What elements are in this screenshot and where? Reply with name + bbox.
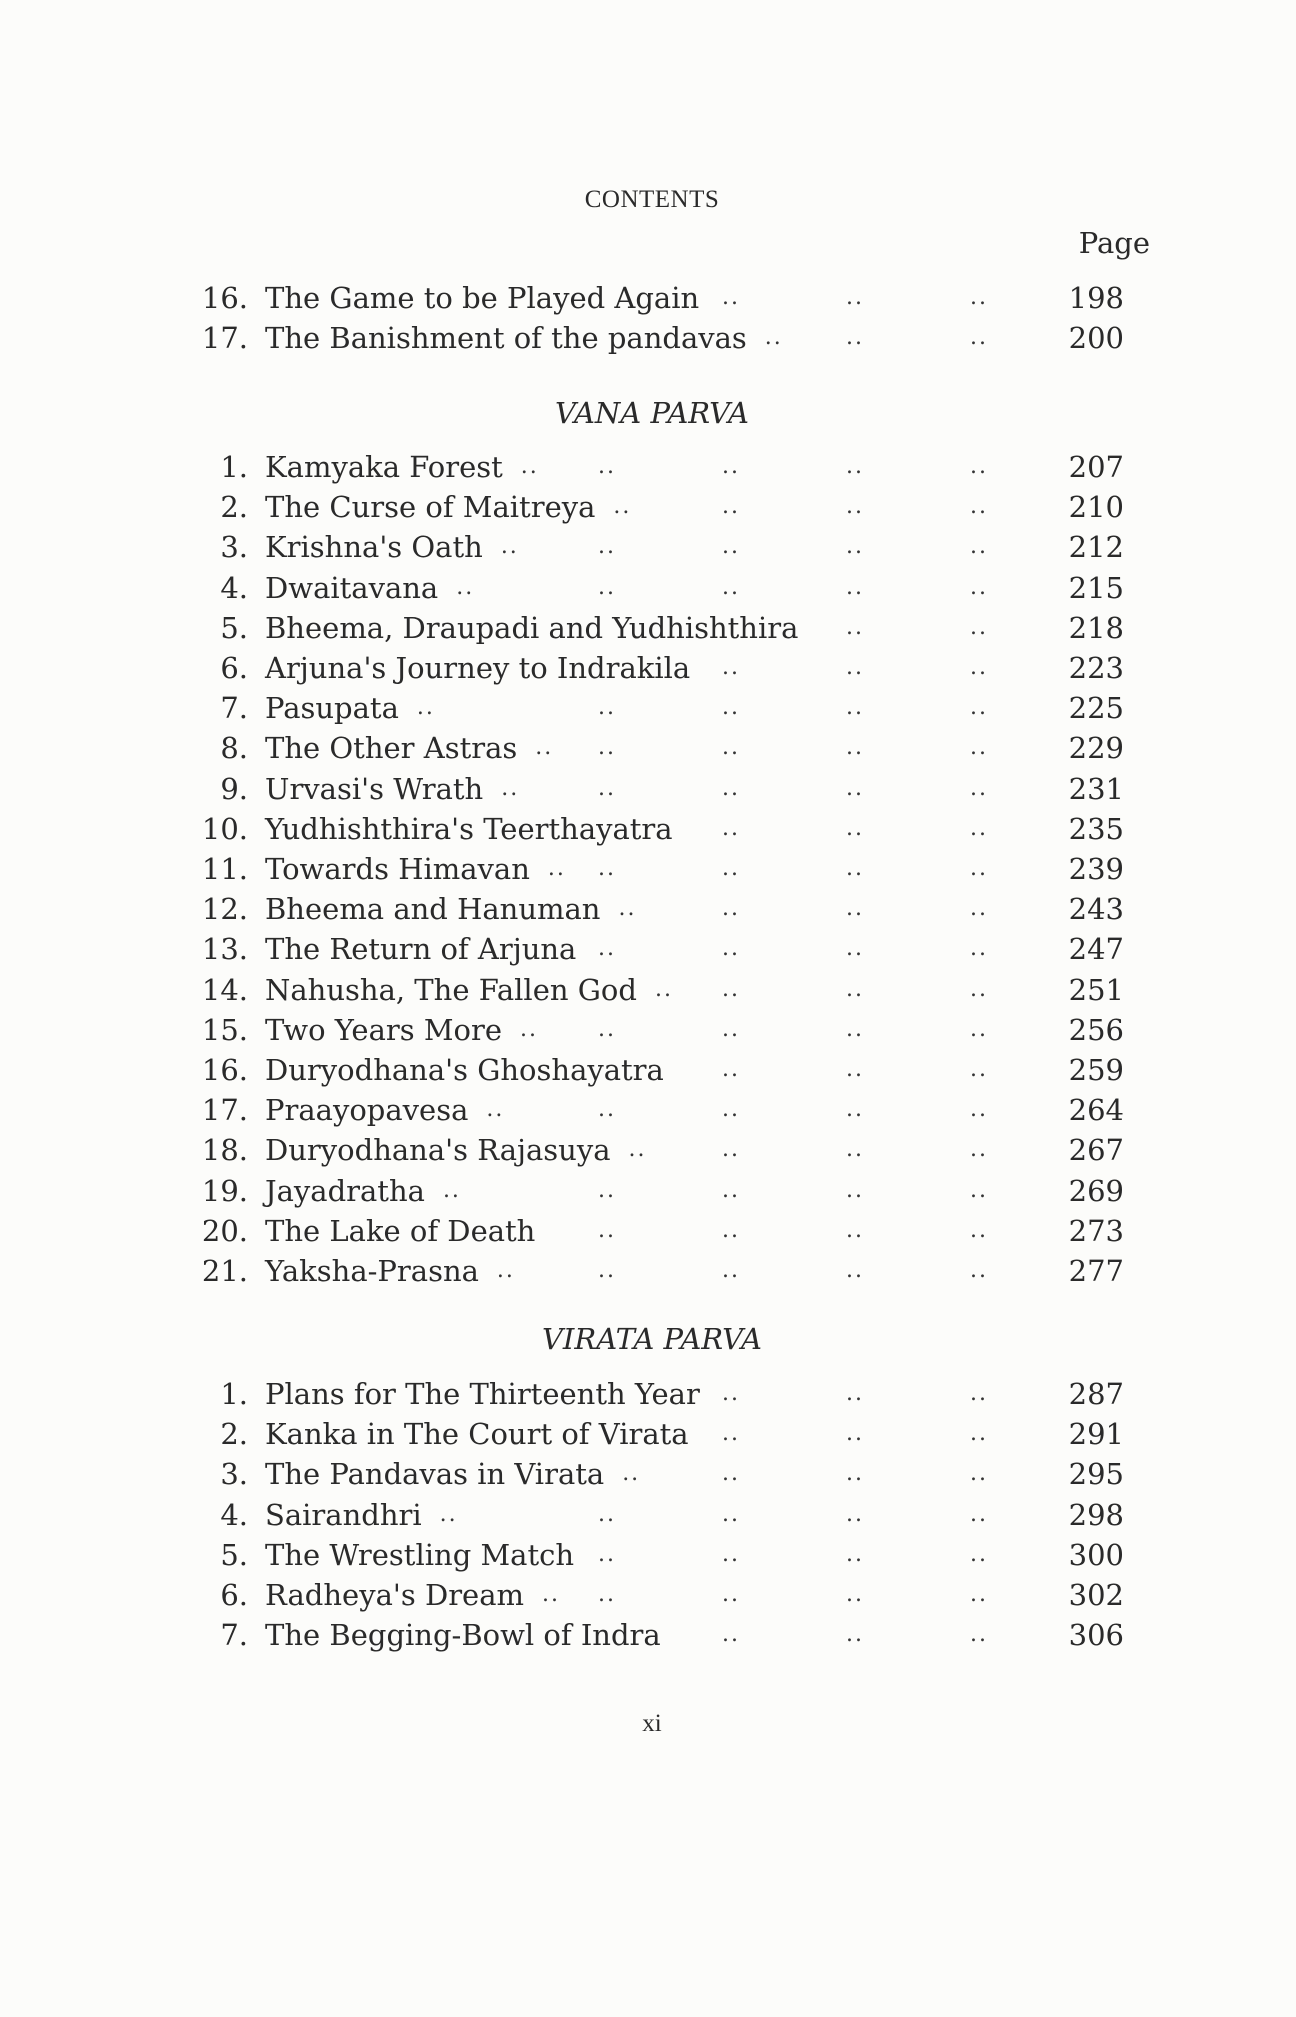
entry-number: 8. [220, 731, 248, 766]
leader-dots: .. [598, 775, 616, 801]
leader-dots: .. [970, 775, 988, 801]
entry-page-number: 291 [1068, 1417, 1124, 1452]
leader-dots: .. [970, 1258, 988, 1283]
entry-page-number: 198 [1068, 281, 1124, 315]
leader-dots: .. [628, 1137, 647, 1163]
entry-number: 10. [201, 811, 248, 846]
entry-page-number: 256 [1068, 1012, 1124, 1047]
leader-dots: .. [547, 856, 566, 881]
entry-title: Sairandhri [265, 1497, 422, 1532]
entry-number: 12. [201, 892, 248, 927]
toc-entry [0, 1535, 1296, 1575]
entry-page-number: 269 [1068, 1173, 1124, 1208]
toc-entry [0, 1374, 1296, 1414]
leader-dots: .. [846, 976, 864, 1002]
leader-dots: .. [970, 896, 988, 922]
toc-entry [0, 1615, 1296, 1655]
leader-dots: .. [846, 285, 864, 310]
entry-title: Pasupata [265, 691, 399, 726]
toc-entry [0, 527, 1296, 567]
entry-number: 15. [201, 1012, 248, 1047]
leader-dots: .. [970, 325, 988, 351]
leader-dots: .. [970, 454, 988, 479]
entry-number: 1. [220, 1377, 248, 1411]
leader-dots: .. [598, 534, 616, 560]
entry-title: Yudhishthira's Teerthayatra [265, 811, 673, 846]
entry-title: Urvasi's Wrath [265, 771, 484, 806]
leader-dots: .. [846, 655, 864, 680]
toc-entry [0, 1575, 1296, 1615]
leader-dots: .. [970, 534, 988, 560]
entry-number: 7. [220, 691, 248, 726]
entry-title: The Banishment of the pandavas [265, 321, 747, 356]
leader-dots: .. [970, 494, 988, 520]
leader-dots: .. [722, 1137, 740, 1163]
toc-entry [0, 809, 1296, 849]
leader-dots: .. [442, 1177, 461, 1203]
leader-dots: .. [846, 735, 864, 761]
entry-title: The Begging-Bowl of Indra [265, 1618, 661, 1653]
toc-entry [0, 1414, 1296, 1454]
toc-entry [0, 1130, 1296, 1170]
leader-dots: .. [846, 494, 864, 520]
leader-dots: .. [970, 1097, 988, 1123]
leader-dots: .. [598, 695, 616, 721]
leader-dots: .. [970, 1137, 988, 1163]
leader-dots: .. [535, 735, 554, 761]
leader-dots: .. [501, 775, 520, 801]
leader-dots: .. [846, 1217, 864, 1243]
leader-dots: .. [846, 815, 864, 841]
entry-page-number: 247 [1068, 932, 1124, 967]
entry-title: Kanka in The Court of Virata [265, 1417, 689, 1452]
entry-page-number: 277 [1068, 1254, 1124, 1288]
section-title: VIRATA PARVA [541, 1322, 763, 1356]
leader-dots: .. [722, 1582, 740, 1607]
leader-dots: .. [846, 325, 864, 351]
entry-page-number: 287 [1068, 1377, 1124, 1411]
entry-number: 4. [220, 1497, 248, 1532]
leader-dots: .. [722, 1258, 740, 1283]
toc-entry [0, 1010, 1296, 1050]
toc-entry [0, 1211, 1296, 1251]
entry-title: The Pandavas in Virata [265, 1457, 605, 1492]
entry-page-number: 235 [1068, 811, 1124, 846]
entry-number: 20. [201, 1213, 248, 1248]
leader-dots: .. [846, 1057, 864, 1082]
entry-page-number: 259 [1068, 1053, 1124, 1087]
leader-dots: .. [598, 856, 616, 881]
entry-title: Kamyaka Forest [265, 450, 503, 484]
toc-entry [0, 568, 1296, 608]
leader-dots: .. [520, 1016, 539, 1042]
leader-dots: .. [846, 1622, 864, 1648]
leader-dots: .. [722, 1097, 740, 1123]
entry-page-number: 273 [1068, 1213, 1124, 1248]
entry-title: Praayopavesa [265, 1093, 469, 1128]
leader-dots: .. [598, 936, 616, 962]
toc-entry [0, 1251, 1296, 1291]
entry-title: Bheema and Hanuman [265, 892, 601, 927]
leader-dots: .. [846, 1582, 864, 1607]
entry-page-number: 267 [1068, 1133, 1124, 1168]
entry-page-number: 200 [1068, 321, 1124, 356]
leader-dots: .. [598, 1016, 616, 1042]
entry-number: 14. [201, 972, 248, 1007]
leader-dots: .. [970, 936, 988, 962]
leader-dots: .. [722, 976, 740, 1002]
leader-dots: .. [846, 1258, 864, 1283]
leader-dots: .. [970, 1177, 988, 1203]
leader-dots: .. [846, 1501, 864, 1527]
leader-dots: .. [486, 1097, 505, 1123]
toc-entry [0, 447, 1296, 487]
entry-number: 7. [220, 1618, 248, 1653]
entry-number: 21. [201, 1254, 248, 1288]
leader-dots: .. [542, 1582, 561, 1607]
leader-dots: .. [722, 1381, 740, 1406]
entry-page-number: 231 [1068, 771, 1124, 806]
toc-entry [0, 849, 1296, 889]
entry-title: Two Years More [265, 1012, 503, 1047]
page-folio: xi [642, 1710, 662, 1737]
leader-dots: .. [520, 454, 539, 479]
leader-dots: .. [970, 655, 988, 680]
entry-title: Arjuna's Journey to Indrakila [265, 651, 691, 685]
toc-entry [0, 278, 1296, 318]
entry-title: Krishna's Oath [265, 530, 483, 565]
entry-page-number: 223 [1068, 651, 1124, 685]
leader-dots: .. [970, 285, 988, 310]
leader-dots: .. [598, 454, 616, 479]
toc-entry [0, 608, 1296, 648]
leader-dots: .. [722, 775, 740, 801]
leader-dots: .. [722, 815, 740, 841]
entry-page-number: 218 [1068, 610, 1124, 645]
leader-dots: .. [722, 695, 740, 721]
leader-dots: .. [970, 815, 988, 841]
leader-dots: .. [654, 976, 673, 1002]
leader-dots: .. [598, 1097, 616, 1123]
leader-dots: .. [618, 896, 637, 922]
entry-number: 5. [220, 1537, 248, 1572]
leader-dots: .. [722, 494, 740, 520]
leader-dots: .. [722, 534, 740, 560]
leader-dots: .. [613, 494, 632, 520]
leader-dots: .. [846, 856, 864, 881]
toc-entry [0, 929, 1296, 969]
entry-page-number: 212 [1068, 530, 1124, 565]
toc-entry [0, 688, 1296, 728]
leader-dots: .. [416, 695, 435, 721]
toc-entry [0, 487, 1296, 527]
entry-number: 5. [220, 610, 248, 645]
entry-page-number: 302 [1068, 1578, 1124, 1612]
leader-dots: .. [722, 1461, 740, 1487]
leader-dots: .. [598, 574, 616, 600]
leader-dots: .. [722, 1421, 740, 1447]
leader-dots: .. [722, 454, 740, 479]
entry-page-number: 225 [1068, 691, 1124, 726]
entry-page-number: 239 [1068, 852, 1124, 886]
leader-dots: .. [970, 1421, 988, 1447]
entry-number: 17. [201, 1093, 248, 1128]
leader-dots: .. [846, 1541, 864, 1567]
leader-dots: .. [970, 856, 988, 881]
entry-title: The Curse of Maitreya [265, 490, 596, 525]
entry-page-number: 243 [1068, 892, 1124, 927]
leader-dots: .. [722, 1501, 740, 1527]
leader-dots: .. [970, 1461, 988, 1487]
leader-dots: .. [846, 1177, 864, 1203]
leader-dots: .. [496, 1258, 515, 1283]
leader-dots: .. [970, 1016, 988, 1042]
leader-dots: .. [722, 735, 740, 761]
leader-dots: .. [722, 1057, 740, 1082]
toc-entry [0, 889, 1296, 929]
entry-number: 4. [220, 570, 248, 605]
entry-number: 1. [220, 450, 248, 484]
leader-dots: .. [846, 1381, 864, 1406]
entry-page-number: 298 [1068, 1497, 1124, 1532]
leader-dots: .. [970, 1622, 988, 1648]
leader-dots: .. [722, 856, 740, 881]
toc-entry [0, 1171, 1296, 1211]
entry-number: 18. [201, 1133, 248, 1168]
leader-dots: .. [764, 325, 783, 351]
entry-title: Bheema, Draupadi and Yudhishthira [265, 610, 799, 645]
entry-number: 11. [201, 852, 248, 886]
entry-page-number: 215 [1068, 570, 1124, 605]
toc-entry [0, 1090, 1296, 1130]
entry-title: The Lake of Death [265, 1213, 536, 1248]
leader-dots: .. [970, 1217, 988, 1243]
entry-number: 16. [201, 281, 248, 315]
entry-title: Yaksha-Prasna [265, 1254, 479, 1288]
entry-number: 3. [220, 1457, 248, 1492]
entry-title: The Wrestling Match [265, 1537, 575, 1572]
leader-dots: .. [439, 1501, 458, 1527]
leader-dots: .. [456, 574, 475, 600]
entry-page-number: 210 [1068, 490, 1124, 525]
entry-title: The Game to be Played Again [265, 281, 700, 315]
entry-title: Plans for The Thirteenth Year [265, 1377, 700, 1411]
leader-dots: .. [722, 1622, 740, 1648]
leader-dots: .. [970, 695, 988, 721]
toc-entry [0, 1495, 1296, 1535]
leader-dots: .. [598, 735, 616, 761]
leader-dots: .. [722, 1016, 740, 1042]
leader-dots: .. [722, 285, 740, 310]
page-column-header: Page [1078, 226, 1150, 260]
leader-dots: .. [970, 976, 988, 1002]
leader-dots: .. [722, 936, 740, 962]
toc-entry [0, 648, 1296, 688]
toc-entry [0, 769, 1296, 809]
leader-dots: .. [598, 1582, 616, 1607]
leader-dots: .. [598, 1541, 616, 1567]
leader-dots: .. [722, 1217, 740, 1243]
toc-entry [0, 1050, 1296, 1090]
entry-title: Duryodhana's Ghoshayatra [265, 1053, 664, 1087]
leader-dots: .. [622, 1461, 641, 1487]
leader-dots: .. [846, 574, 864, 600]
toc-entry [0, 318, 1296, 358]
entry-page-number: 264 [1068, 1093, 1124, 1128]
entry-title: The Return of Arjuna [265, 932, 577, 967]
leader-dots: .. [846, 454, 864, 479]
leader-dots: .. [722, 1541, 740, 1567]
entry-number: 13. [201, 932, 248, 967]
section-title: VANA PARVA [555, 396, 749, 430]
entry-title: Towards Himavan [265, 852, 530, 886]
entry-title: Jayadratha [265, 1173, 425, 1208]
entry-number: 2. [220, 1417, 248, 1452]
entry-title: Nahusha, The Fallen God [265, 972, 637, 1007]
leader-dots: .. [970, 1582, 988, 1607]
leader-dots: .. [500, 534, 519, 560]
leader-dots: .. [598, 1177, 616, 1203]
entry-page-number: 251 [1068, 972, 1124, 1007]
entry-number: 6. [220, 651, 248, 685]
entry-title: Dwaitavana [265, 570, 439, 605]
toc-entry [0, 970, 1296, 1010]
entry-title: The Other Astras [265, 731, 518, 766]
toc-entry [0, 728, 1296, 768]
entry-number: 6. [220, 1578, 248, 1612]
leader-dots: .. [846, 695, 864, 721]
leader-dots: .. [970, 1381, 988, 1406]
leader-dots: .. [722, 1177, 740, 1203]
entry-number: 9. [220, 771, 248, 806]
entry-page-number: 207 [1068, 450, 1124, 484]
leader-dots: .. [846, 896, 864, 922]
entry-page-number: 300 [1068, 1537, 1124, 1572]
entry-number: 2. [220, 490, 248, 525]
leader-dots: .. [846, 1097, 864, 1123]
entry-number: 16. [201, 1053, 248, 1087]
leader-dots: .. [598, 1258, 616, 1283]
entry-page-number: 306 [1068, 1618, 1124, 1653]
page-title: CONTENTS [584, 186, 720, 213]
entry-number: 19. [201, 1173, 248, 1208]
leader-dots: .. [846, 1137, 864, 1163]
entry-number: 3. [220, 530, 248, 565]
toc-entry [0, 1454, 1296, 1494]
entry-title: Duryodhana's Rajasuya [265, 1133, 611, 1168]
entry-page-number: 229 [1068, 731, 1124, 766]
leader-dots: .. [722, 896, 740, 922]
leader-dots: .. [846, 534, 864, 560]
leader-dots: .. [722, 574, 740, 600]
leader-dots: .. [970, 735, 988, 761]
leader-dots: .. [722, 655, 740, 680]
leader-dots: .. [846, 614, 864, 640]
leader-dots: .. [970, 1501, 988, 1527]
leader-dots: .. [598, 1501, 616, 1527]
leader-dots: .. [846, 1421, 864, 1447]
leader-dots: .. [846, 1016, 864, 1042]
entry-page-number: 295 [1068, 1457, 1124, 1492]
entry-number: 17. [201, 321, 248, 356]
leader-dots: .. [598, 1217, 616, 1243]
leader-dots: .. [970, 614, 988, 640]
entry-title: Radheya's Dream [265, 1578, 525, 1612]
leader-dots: .. [846, 936, 864, 962]
leader-dots: .. [970, 1057, 988, 1082]
leader-dots: .. [970, 574, 988, 600]
leader-dots: .. [846, 775, 864, 801]
leader-dots: .. [846, 1461, 864, 1487]
leader-dots: .. [970, 1541, 988, 1567]
